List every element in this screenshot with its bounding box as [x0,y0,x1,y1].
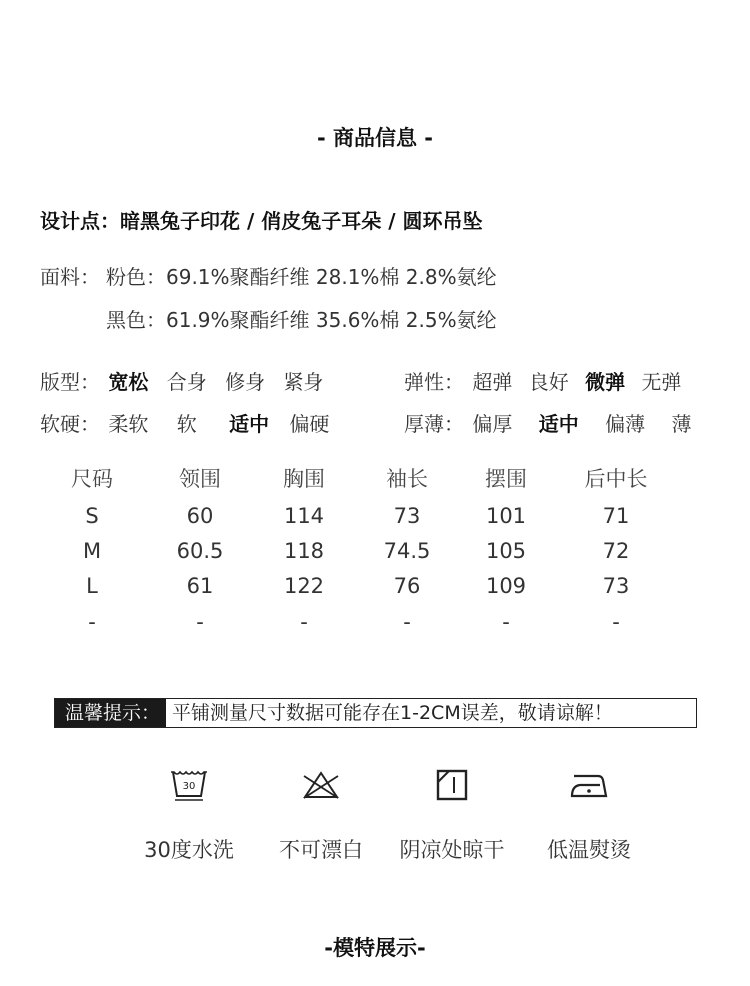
size-table-cell-size: - [88,610,96,634]
size-table-header-size: 尺码 [71,467,113,491]
size-table-header-back-length: 后中长 [584,467,648,491]
thickness-label: 厚薄： [404,412,464,436]
softness-option-medium: 适中 [229,412,270,436]
size-table-cell-sleeve: 74.5 [383,539,431,563]
fit-label: 版型： [40,370,100,394]
care-shade-dry-label: 阴凉处晾干 [399,838,505,862]
elasticity-option-slight: 微弹 [585,370,626,394]
softness-option-hard: 偏硬 [289,412,330,436]
wash-30-icon [169,768,209,802]
care-no-bleach [246,768,396,864]
softness-label: 软硬： [40,412,100,436]
thickness-option-medium: 适中 [538,412,579,436]
care-no-bleach-label: 不可漂白 [279,838,363,862]
no-bleach-icon [300,768,342,802]
size-table-cell-collar: 60 [186,504,214,528]
thickness-option-thin: 薄 [671,412,692,436]
size-table-cell-back-length: 71 [602,504,630,528]
size-table-cell-size: S [85,504,99,528]
elasticity-option-good: 良好 [528,370,569,394]
size-table-cell-hem: 101 [485,504,527,528]
size-table-cell-sleeve: 76 [393,574,421,598]
tip-bar [54,698,697,728]
softness-option-mild: 软 [176,412,197,436]
elasticity-option-none: 无弹 [641,370,682,394]
softness-row [40,408,329,437]
size-table-cell-collar: 61 [186,574,214,598]
softness-option-soft: 柔软 [108,412,149,436]
size-table-cell-collar: - [196,610,204,634]
fabric-black: 黑色：61.9%聚酯纤维 35.6%棉 2.5%氨纶 [106,308,497,332]
thickness-row [404,408,691,437]
elasticity-label: 弹性： [404,370,464,394]
fabric-label: 面料： [40,265,100,289]
size-table-header-hem: 摆围 [485,467,527,491]
tip-text: 平铺测量尺寸数据可能存在1-2CM误差，敬请谅解！ [172,702,613,724]
fit-option-tight: 紧身 [283,370,324,394]
size-table-header-collar: 领围 [179,467,221,491]
fabric-pink: 粉色：69.1%聚酯纤维 28.1%棉 2.8%氨纶 [106,265,497,289]
model-section-title: -模特展示- [324,936,426,960]
care-low-iron [514,768,664,864]
size-table-cell-chest: 122 [283,574,325,598]
fit-option-regular: 合身 [166,370,207,394]
care-low-iron-label: 低温熨烫 [547,838,631,862]
size-table-cell-sleeve: 73 [393,504,421,528]
size-table-cell-hem: 109 [485,574,527,598]
size-table-cell-hem: 105 [485,539,527,563]
care-shade-dry [377,768,527,864]
size-table-cell-back-length: 72 [602,539,630,563]
tip-label: 温馨提示： [55,699,166,727]
care-wash-label: 30度水洗 [144,838,234,862]
shade-dry-icon [435,768,469,802]
size-table-cell-collar: 60.5 [176,539,224,563]
thickness-option-thick: 偏厚 [472,412,513,436]
size-table-cell-chest: 114 [283,504,325,528]
size-table-cell-size: M [82,539,102,563]
size-table-cell-back-length: 73 [602,574,630,598]
fit-option-loose: 宽松 [108,370,149,394]
size-table-cell-hem: - [502,610,510,634]
svg-text:30: 30 [182,781,196,792]
fit-option-slim: 修身 [225,370,266,394]
fit-row [40,366,323,395]
section-title: - 商品信息 - [316,126,434,150]
design-point: 设计点：暗黑兔子印花 / 俏皮兔子耳朵 / 圆环吊坠 [40,209,483,233]
elasticity-row [404,366,681,395]
thickness-option-thinish: 偏薄 [605,412,646,436]
size-table-cell-back-length: - [612,610,620,634]
size-table-cell-chest: - [300,610,308,634]
size-table-header-sleeve: 袖长 [386,467,428,491]
size-table-header-chest: 胸围 [283,467,325,491]
elasticity-option-super: 超弹 [472,370,513,394]
size-table-cell-chest: 118 [283,539,325,563]
care-wash [114,768,264,864]
size-table-cell-size: L [86,574,98,598]
low-iron-icon [568,768,610,802]
size-table-cell-sleeve: - [403,610,411,634]
